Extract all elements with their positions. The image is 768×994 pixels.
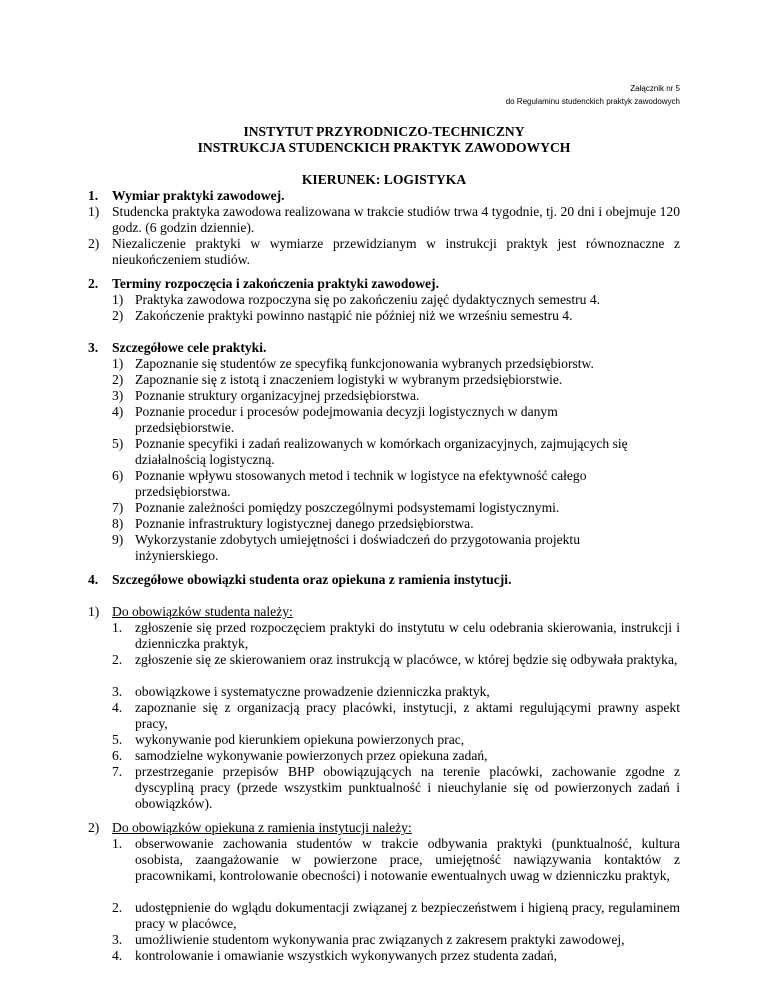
supervisor-duty-4-number: 4. xyxy=(112,948,123,963)
institute-title: INSTYTUT PRZYRODNICZO-TECHNICZNY xyxy=(243,124,525,139)
student-duty-5-text: wykonywanie pod kierunkiem opiekuna powierzonych prac, xyxy=(135,732,465,747)
s1-item-2-number: 2) xyxy=(88,236,100,251)
student-duty-2-text: zgłoszenie się ze skierowaniem oraz instrukcją w placówce, w której będzie się odbywała praktyka, xyxy=(135,652,678,667)
section-3-title: Szczegółowe cele praktyki. xyxy=(112,340,267,355)
student-duty-1-text: zgłoszenie się przed rozpoczęciem praktyki do instytutu w celu odebrania skierowania, instrukcji i dzienniczka praktyk, xyxy=(135,620,680,651)
student-duty-3-text: obowiązkowe i systematyczne prowadzenie dzienniczka praktyk, xyxy=(135,684,490,699)
s3-item-9-number: 9) xyxy=(112,532,124,547)
s1-item-1-number: 1) xyxy=(88,204,100,219)
supervisor-duty-3-number: 3. xyxy=(112,932,123,947)
section-3-number: 3. xyxy=(88,340,99,355)
student-duty-3-number: 3. xyxy=(112,684,123,699)
s3-item-5-text: Poznanie specyfiki i zadań realizowanych w komórkach organizacyjnych, zajmujących się działalnością logistyczną. xyxy=(135,436,628,467)
supervisor-duty-1-number: 1. xyxy=(112,836,123,851)
student-duties-heading: Do obowiązków studenta należy: xyxy=(112,604,293,619)
supervisor-duty-3-text: umożliwienie studentom wykonywania prac związanych z zakresem praktyki zawodowej, xyxy=(135,932,625,947)
student-duty-1-number: 1. xyxy=(112,620,123,635)
s3-item-2-text: Zapoznanie się z istotą i znaczeniem logistyki w wybranym przedsiębiorstwie. xyxy=(135,372,563,387)
s1-item-1-text: Studencka praktyka zawodowa realizowana w trakcie studiów trwa 4 tygodnie, tj. 20 dni i obejmuje 120 godz. (6 godzin dziennie). xyxy=(112,204,680,235)
s3-item-6-text: Poznanie wpływu stosowanych metod i technik w logistyce na efektywność całego przedsiębiorstwa. xyxy=(135,468,587,499)
annex-reference: do Regulaminu studenckich praktyk zawodowych xyxy=(505,97,680,106)
student-duty-5-number: 5. xyxy=(112,732,123,747)
student-duty-2-number: 2. xyxy=(112,652,123,667)
s3-item-1-text: Zapoznanie się studentów ze specyfiką funkcjonowania wybranych przedsiębiorstw. xyxy=(135,356,594,371)
section-1-number: 1. xyxy=(88,188,99,203)
direction-title: KIERUNEK: LOGISTYKA xyxy=(301,172,467,187)
s3-item-5-number: 5) xyxy=(112,436,124,451)
section-4-number: 4. xyxy=(88,572,99,587)
section-2-number: 2. xyxy=(88,276,99,291)
supervisor-duty-2-number: 2. xyxy=(112,900,123,915)
section-1-title: Wymiar praktyki zawodowej. xyxy=(112,188,285,203)
student-duty-7-number: 7. xyxy=(112,764,123,779)
s3-item-4-number: 4) xyxy=(112,404,124,419)
student-duty-6-text: samodzielne wykonywanie powierzonych przez opiekuna zadań, xyxy=(135,748,488,763)
s3-item-2-number: 2) xyxy=(112,372,124,387)
s2-item-1-number: 1) xyxy=(112,292,124,307)
student-duty-6-number: 6. xyxy=(112,748,123,763)
s3-item-1-number: 1) xyxy=(112,356,124,371)
student-duty-4-number: 4. xyxy=(112,700,123,715)
s3-item-4-text: Poznanie procedur i procesów podejmowania decyzji logistycznych w danym przedsiębiorstwie. xyxy=(135,404,558,435)
s3-item-3-number: 3) xyxy=(112,388,124,403)
supervisor-duties-heading: Do obowiązków opiekuna z ramienia instytucji należy: xyxy=(112,820,412,835)
s3-item-6-number: 6) xyxy=(112,468,124,483)
supervisor-duty-4-text: kontrolowanie i omawianie wszystkich wykonywanych przez studenta zadań, xyxy=(135,948,558,963)
s2-item-2-number: 2) xyxy=(112,308,124,323)
student-duty-7-text: przestrzeganie przepisów BHP obowiązujących na terenie placówki, zachowanie zgodne z dyscypliną pracy (przede wszystkim punktualność i nieuchylanie się od powierzonych zadań i obowiązków). xyxy=(135,764,680,811)
student-duty-4-text: zapoznanie się z organizacją pracy placówki, instytucji, z aktami regulującymi prawny aspekt pracy, xyxy=(135,700,680,731)
annex-number: Załącznik nr 5 xyxy=(630,84,680,93)
s3-item-7-number: 7) xyxy=(112,500,124,515)
s1-item-2-text: Niezaliczenie praktyki w wymiarze przewidzianym w instrukcji praktyk jest równoznaczne z nieukończeniem studiów. xyxy=(112,236,680,267)
s3-item-8-text: Poznanie infrastruktury logistycznej danego przedsiębiorstwa. xyxy=(135,516,474,531)
s3-item-7-text: Poznanie zależności pomiędzy poszczególnymi podsystemami logistycznymi. xyxy=(135,500,560,515)
supervisor-duty-1-text: obserwowanie zachowania studentów w trakcie odbywania praktyki (punktualność, kultura osobista, zaangażowanie w powierzone prace, umiejętność nawiązywania kontaktów z pracownikami, kontrolowanie obecności) i notowanie ewentualnych uwag w dzienniczku praktyk, xyxy=(135,836,680,883)
s3-item-8-number: 8) xyxy=(112,516,124,531)
student-duties-number: 1) xyxy=(88,604,100,619)
supervisor-duties-number: 2) xyxy=(88,820,100,835)
s3-item-9-text: Wykorzystanie zdobytych umiejętności i doświadczeń do przygotowania projektu inżynierskiego. xyxy=(135,532,581,563)
supervisor-duty-2-text: udostępnienie do wglądu dokumentacji związanej z bezpieczeństwem i higieną pracy, regulaminem pracy w placówce, xyxy=(135,900,680,931)
instruction-title: INSTRUKCJA STUDENCKICH PRAKTYK ZAWODOWYCH xyxy=(197,140,571,155)
s2-item-1-text: Praktyka zawodowa rozpoczyna się po zakończeniu zajęć dydaktycznych semestru 4. xyxy=(135,292,601,307)
s2-item-2-text: Zakończenie praktyki powinno nastąpić nie później niż we wrześniu semestru 4. xyxy=(135,308,573,323)
section-4-title: Szczegółowe obowiązki studenta oraz opiekuna z ramienia instytucji. xyxy=(112,572,512,587)
s3-item-3-text: Poznanie struktury organizacyjnej przedsiębiorstwa. xyxy=(135,388,420,403)
section-2-title: Terminy rozpoczęcia i zakończenia praktyki zawodowej. xyxy=(112,276,439,291)
